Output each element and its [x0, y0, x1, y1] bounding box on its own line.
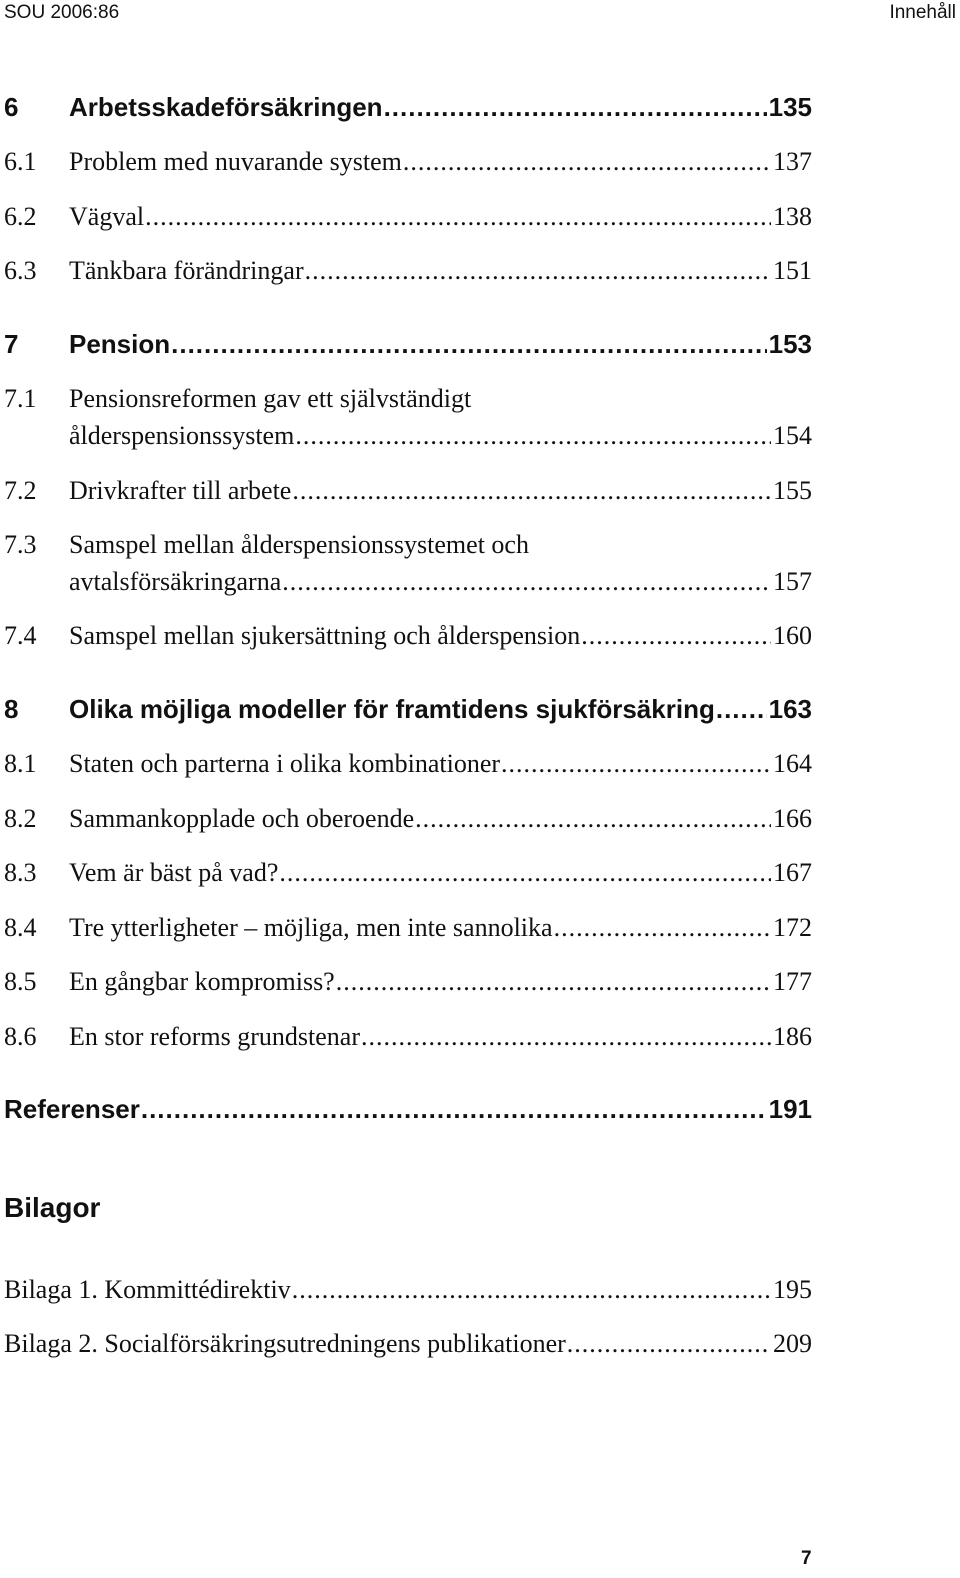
- toc-title: Sammankopplade och oberoende: [69, 804, 415, 833]
- toc-chapter-8[interactable]: [4, 694, 812, 725]
- toc-section-7-4[interactable]: [4, 621, 812, 651]
- toc-section-8-1[interactable]: [4, 749, 812, 779]
- toc-title: Samspel mellan ålderspensionssystemet och: [69, 530, 529, 559]
- dot-leader: [336, 967, 771, 997]
- toc-page: 137: [773, 147, 812, 176]
- toc-page: 166: [773, 804, 812, 833]
- page-number: 7: [801, 1548, 812, 1569]
- toc-section-8-2[interactable]: [4, 804, 812, 834]
- toc-number: 8: [4, 694, 19, 724]
- toc-page: 138: [773, 202, 812, 231]
- toc-number: 8.2: [4, 804, 37, 833]
- section-name: Innehåll: [889, 2, 956, 23]
- dot-leader: [501, 749, 771, 779]
- toc-chapter-7[interactable]: [4, 329, 812, 360]
- toc-title: Pensionsreformen gav ett självständigt: [69, 384, 472, 413]
- toc-page: 177: [773, 967, 812, 996]
- toc-number: 8.5: [4, 967, 37, 996]
- toc-title: Vem är bäst på vad?: [69, 858, 279, 887]
- dot-leader: [384, 92, 767, 123]
- toc-section-8-5[interactable]: [4, 967, 812, 997]
- toc-title: Referenser: [4, 1094, 140, 1124]
- toc-number: 6: [4, 92, 19, 122]
- toc-title: Staten och parterna i olika kombinationer: [69, 749, 501, 778]
- toc-page: 155: [773, 476, 812, 505]
- toc-page: 153: [768, 329, 812, 359]
- toc-title: Tänkbara förändringar: [69, 256, 304, 285]
- toc-number: 8.1: [4, 749, 37, 778]
- toc-appendix-1[interactable]: [4, 1275, 812, 1305]
- toc-title: En stor reforms grundstenar: [69, 1022, 360, 1051]
- toc-page: 186: [773, 1022, 812, 1051]
- toc-number: 7.1: [4, 384, 37, 413]
- dot-leader: [141, 1094, 767, 1125]
- toc-title: Olika möjliga modeller för framtidens sjukförsäkring: [69, 694, 715, 724]
- toc-section-7-2[interactable]: [4, 476, 812, 506]
- toc-number: 7.4: [4, 621, 37, 650]
- dot-leader: [282, 567, 771, 597]
- toc-title: Samspel mellan sjukersättning och ålderspension: [69, 621, 581, 650]
- dot-leader: [567, 1329, 771, 1359]
- toc-number: 6.2: [4, 202, 37, 231]
- toc-title: Pension: [69, 329, 171, 359]
- toc-chapter-6[interactable]: [4, 92, 812, 123]
- toc-page: 160: [773, 621, 812, 650]
- toc-number: 7: [4, 329, 19, 359]
- toc-page: 154: [773, 421, 812, 450]
- toc-section-7-1-continuation[interactable]: [69, 421, 812, 451]
- toc-page: 164: [773, 749, 812, 778]
- toc-title: Tre ytterligheter – möjliga, men inte sannolika: [69, 913, 553, 942]
- toc-title: Problem med nuvarande system: [69, 147, 402, 176]
- toc-number: 8.4: [4, 913, 37, 942]
- toc-page: 151: [773, 256, 812, 285]
- toc-section-6-2[interactable]: [4, 202, 812, 232]
- toc-page: 167: [773, 858, 812, 887]
- dot-leader: [279, 858, 771, 888]
- dot-leader: [145, 202, 771, 232]
- toc-section-7-3-continuation[interactable]: [69, 567, 812, 597]
- dot-leader: [581, 621, 771, 651]
- dot-leader: [292, 476, 771, 506]
- toc-number: 7.3: [4, 530, 37, 559]
- dot-leader: [295, 421, 771, 451]
- dot-leader: [171, 329, 766, 360]
- dot-leader: [716, 694, 767, 725]
- toc-page: 135: [768, 92, 812, 122]
- toc-title: Bilaga 1. Kommittédirektiv: [4, 1275, 291, 1304]
- dot-leader: [403, 147, 771, 177]
- dot-leader: [305, 256, 771, 286]
- appendices-heading: Bilagor: [4, 1192, 101, 1223]
- toc-title: Arbetsskadeförsäkringen: [69, 92, 383, 122]
- toc-title: Vägval: [69, 202, 145, 231]
- toc-section-8-4[interactable]: [4, 913, 812, 943]
- dot-leader: [361, 1022, 771, 1052]
- toc-section-7-1[interactable]: [4, 384, 812, 414]
- toc-page: 209: [773, 1329, 812, 1358]
- toc-number: 6.3: [4, 256, 37, 285]
- toc-section-8-6[interactable]: [4, 1022, 812, 1052]
- toc-section-6-3[interactable]: [4, 256, 812, 286]
- dot-leader: [292, 1275, 771, 1305]
- toc-number: 8.3: [4, 858, 37, 887]
- dot-leader: [415, 804, 771, 834]
- toc-number: 6.1: [4, 147, 37, 176]
- toc-appendix-2[interactable]: [4, 1329, 812, 1359]
- toc-page: 195: [773, 1275, 812, 1304]
- toc-page: 191: [768, 1094, 812, 1124]
- toc-title: Drivkrafter till arbete: [69, 476, 292, 505]
- toc-page: 172: [773, 913, 812, 942]
- dot-leader: [554, 913, 771, 943]
- toc-title-continued: ålderspensionssystem: [69, 421, 295, 450]
- running-head: [4, 2, 956, 30]
- toc-number: 7.2: [4, 476, 37, 505]
- toc-section-7-3[interactable]: [4, 530, 812, 560]
- toc-section-8-3[interactable]: [4, 858, 812, 888]
- toc-title: Bilaga 2. Socialförsäkringsutredningens publikationer: [4, 1329, 566, 1358]
- toc-title-continued: avtalsförsäkringarna: [69, 567, 282, 596]
- toc-section-6-1[interactable]: [4, 147, 812, 177]
- toc-page: 157: [773, 567, 812, 596]
- toc-references[interactable]: [4, 1094, 812, 1125]
- toc-number: 8.6: [4, 1022, 37, 1051]
- report-id: SOU 2006:86: [4, 2, 120, 23]
- toc-page: 163: [768, 694, 812, 724]
- toc-title: En gångbar kompromiss?: [69, 967, 335, 996]
